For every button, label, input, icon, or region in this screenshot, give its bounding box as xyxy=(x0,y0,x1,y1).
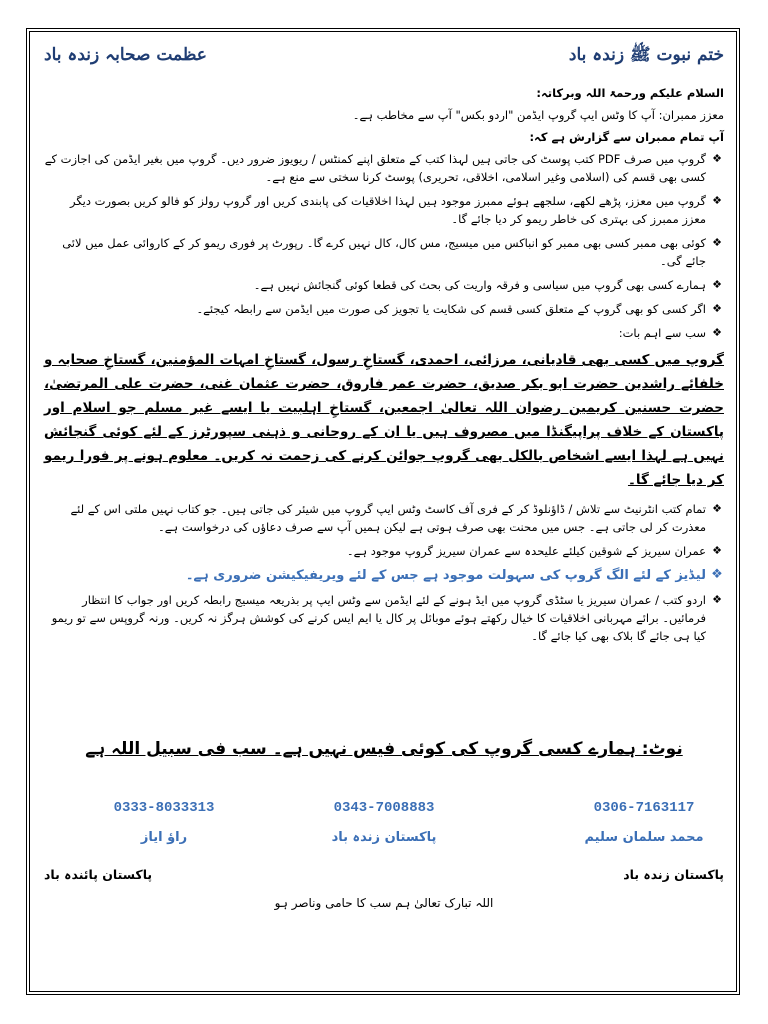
intro-text: معزز ممبران: آپ کا وٹس ایپ گروپ ایڈمن "اردو بکس" آپ سے مخاطب ہے۔ xyxy=(352,108,724,122)
ladies-notice: لیڈیز کے لئے الگ گروپ کی سہولت موجود ہے جس کے لئے ویریفیکیشن ضروری ہے۔ xyxy=(185,568,706,583)
header-left-title: عظمت صحابہ زندہ باد xyxy=(44,45,207,65)
header-right-title: ختم نبوت ﷺ زندہ باد xyxy=(568,45,724,65)
list-item: ❖ سب سے اہم بات: xyxy=(44,324,724,342)
diamond-bullet-icon: ❖ xyxy=(712,302,722,315)
contacts-row xyxy=(44,800,724,860)
list-item: ❖ گروپ میں معزز، پڑھے لکھے، سلجھے ہوئے ممبرز موجود ہیں لہذا اخلاقیات کی پابندی کریں اور گروپ رولز کو فالو کریں بصورت دیگر معزز ممبرز کی بہتری کی خاطر ریمو کر دیا جائے گا۔ xyxy=(44,192,724,228)
footer-right-slogan: پاکستان زندہ باد xyxy=(623,867,724,882)
list-item: ❖ تمام کتب انٹرنیٹ سے تلاش / ڈاؤنلوڈ کر کے فری آف کاسٹ وٹس ایپ گروپ میں شیئر کی جاتی ہیں۔ جو کتاب نہیں ملتی اس کے لئے معذرت کر لی جاتی ہے۔ جس میں محنت بھی صرف ہوتی ہے لیکن ہمیں آپ سے صرف دعاؤں کی درخواست ہے۔ xyxy=(44,500,724,536)
diamond-bullet-icon: ❖ xyxy=(712,544,722,557)
contact-card xyxy=(84,800,244,845)
contact-phone: 0306-7163117 xyxy=(593,800,695,816)
diamond-bullet-icon: ❖ xyxy=(712,593,722,606)
list-item: ❖ اردو کتب / عمران سیریز یا سٹڈی گروپ میں ایڈ ہونے کے لئے ایڈمن سے وٹس ایپ پر بذریعہ میسیج رابطہ کریں اور جواب کا انتظار فرمائیں۔ برائے مہربانی اخلاقیات کا خیال رکھتے ہوئے موبائل پر کال یا ایم ایس کرنے کی کوشش ہرگز نہ کریں۔ ورنہ گروپس سے تو ریمو کیا ہی جائے گا بلاک بھی کیا جائے گا۔ xyxy=(44,591,724,645)
diamond-bullet-icon: ❖ xyxy=(712,194,722,207)
diamond-bullet-icon: ❖ xyxy=(712,278,722,291)
contact-phone: 0343-7008883 xyxy=(333,800,435,816)
contact-card xyxy=(564,800,724,845)
list-item: ❖ عمران سیریز کے شوقین کیلئے علیحدہ سے عمران سیریز گروپ موجود ہے۔ xyxy=(44,542,724,560)
list-item: ❖ ہمارے کسی بھی گروپ میں سیاسی و فرقہ واریت کی بحث کی قطعا کوئی گنجائش نہیں ہے۔ xyxy=(44,276,724,294)
footer-left-slogan: پاکستان پائندہ باد xyxy=(44,867,153,882)
greeting: السلام علیکم ورحمۃ اللہ وبرکاتہ: xyxy=(536,86,724,100)
contact-phone: 0333-8033313 xyxy=(113,800,215,816)
document-body xyxy=(44,84,724,651)
contact-name: راؤ ایاز xyxy=(140,830,188,845)
warning-paragraph: گروپ میں کسی بھی قادیانی، مرزائی، احمدی، گستاخِ رسول، گستاخِ امہات المؤمنین، گستاخِ صحابہ و خلفائے راشدین حضرت ابو بکر صدیق، حضرت عمر فاروق، حضرت عثمان غنی، حضرت علی المرتضیٰ، حضرت حسنین کریمین رضوان اللہ تعالیٰ اجمعین، گستاخِ اہلبیت یا ایسے غیر مسلم جو اسلام اور پاکستان کے خلاف پراپیگنڈا میں مصروف ہیں یا ان کے روحانی و ذہنی سپورٹرز کے لئے کوئی گنجائش نہیں ہے لہذا ایسے اشخاص بالکل بھی گروپ جوائن کرنے کی زحمت نہ کریں۔ معلوم ہونے پر فورا ریمو کر دیا جائے گا۔ xyxy=(44,352,724,488)
closing-prayer: اللہ تبارک تعالیٰ ہم سب کا حامی وناصر ہو xyxy=(274,896,494,910)
diamond-bullet-icon: ❖ xyxy=(712,236,722,249)
contact-name: پاکستان زندہ باد xyxy=(331,830,437,845)
diamond-bullet-icon: ❖ xyxy=(712,326,722,339)
contact-name: محمد سلمان سلیم xyxy=(584,830,704,845)
list-item: ❖ اگر کسی کو بھی گروپ کے متعلق کسی قسم کی شکایت یا تجویز کی صورت میں ایڈمن سے رابطہ کیجئے۔ xyxy=(44,300,724,318)
diamond-bullet-icon: ❖ xyxy=(711,567,723,582)
contact-card xyxy=(304,800,464,845)
list-item xyxy=(44,566,724,585)
list-item: ❖ گروپ میں صرف PDF کتب پوسٹ کی جاتی ہیں لہذا کتب کے متعلق اپنے کمنٹس / ریویوز ضرور دیں۔ گروپ میں بغیر ایڈمن کی اجازت کے کسی بھی قسم کی (اسلامی وغیر اسلامی، اخلاقی، تحریری) پوسٹ کرنا سختی سے منع ہے۔ xyxy=(44,150,724,186)
diamond-bullet-icon: ❖ xyxy=(712,502,722,515)
list-item: ❖ کوئی بھی ممبر کسی بھی ممبر کو انباکس میں میسیج، مس کال، کال نہیں کرے گا۔ رپورٹ پر فوری ریمو کر کے کاروائی عمل میں لائی جائے گی۔ xyxy=(44,234,724,270)
fee-note: نوٹ: ہمارے کسی گروپ کی کوئی فیس نہیں ہے۔ سب فی سبیل اللہ ہے xyxy=(85,739,683,759)
diamond-bullet-icon: ❖ xyxy=(712,152,722,165)
rules-list-2 xyxy=(44,500,724,645)
rules-list xyxy=(44,150,724,342)
request-heading: آپ تمام ممبران سے گزارش ہے کہ: xyxy=(529,130,724,144)
